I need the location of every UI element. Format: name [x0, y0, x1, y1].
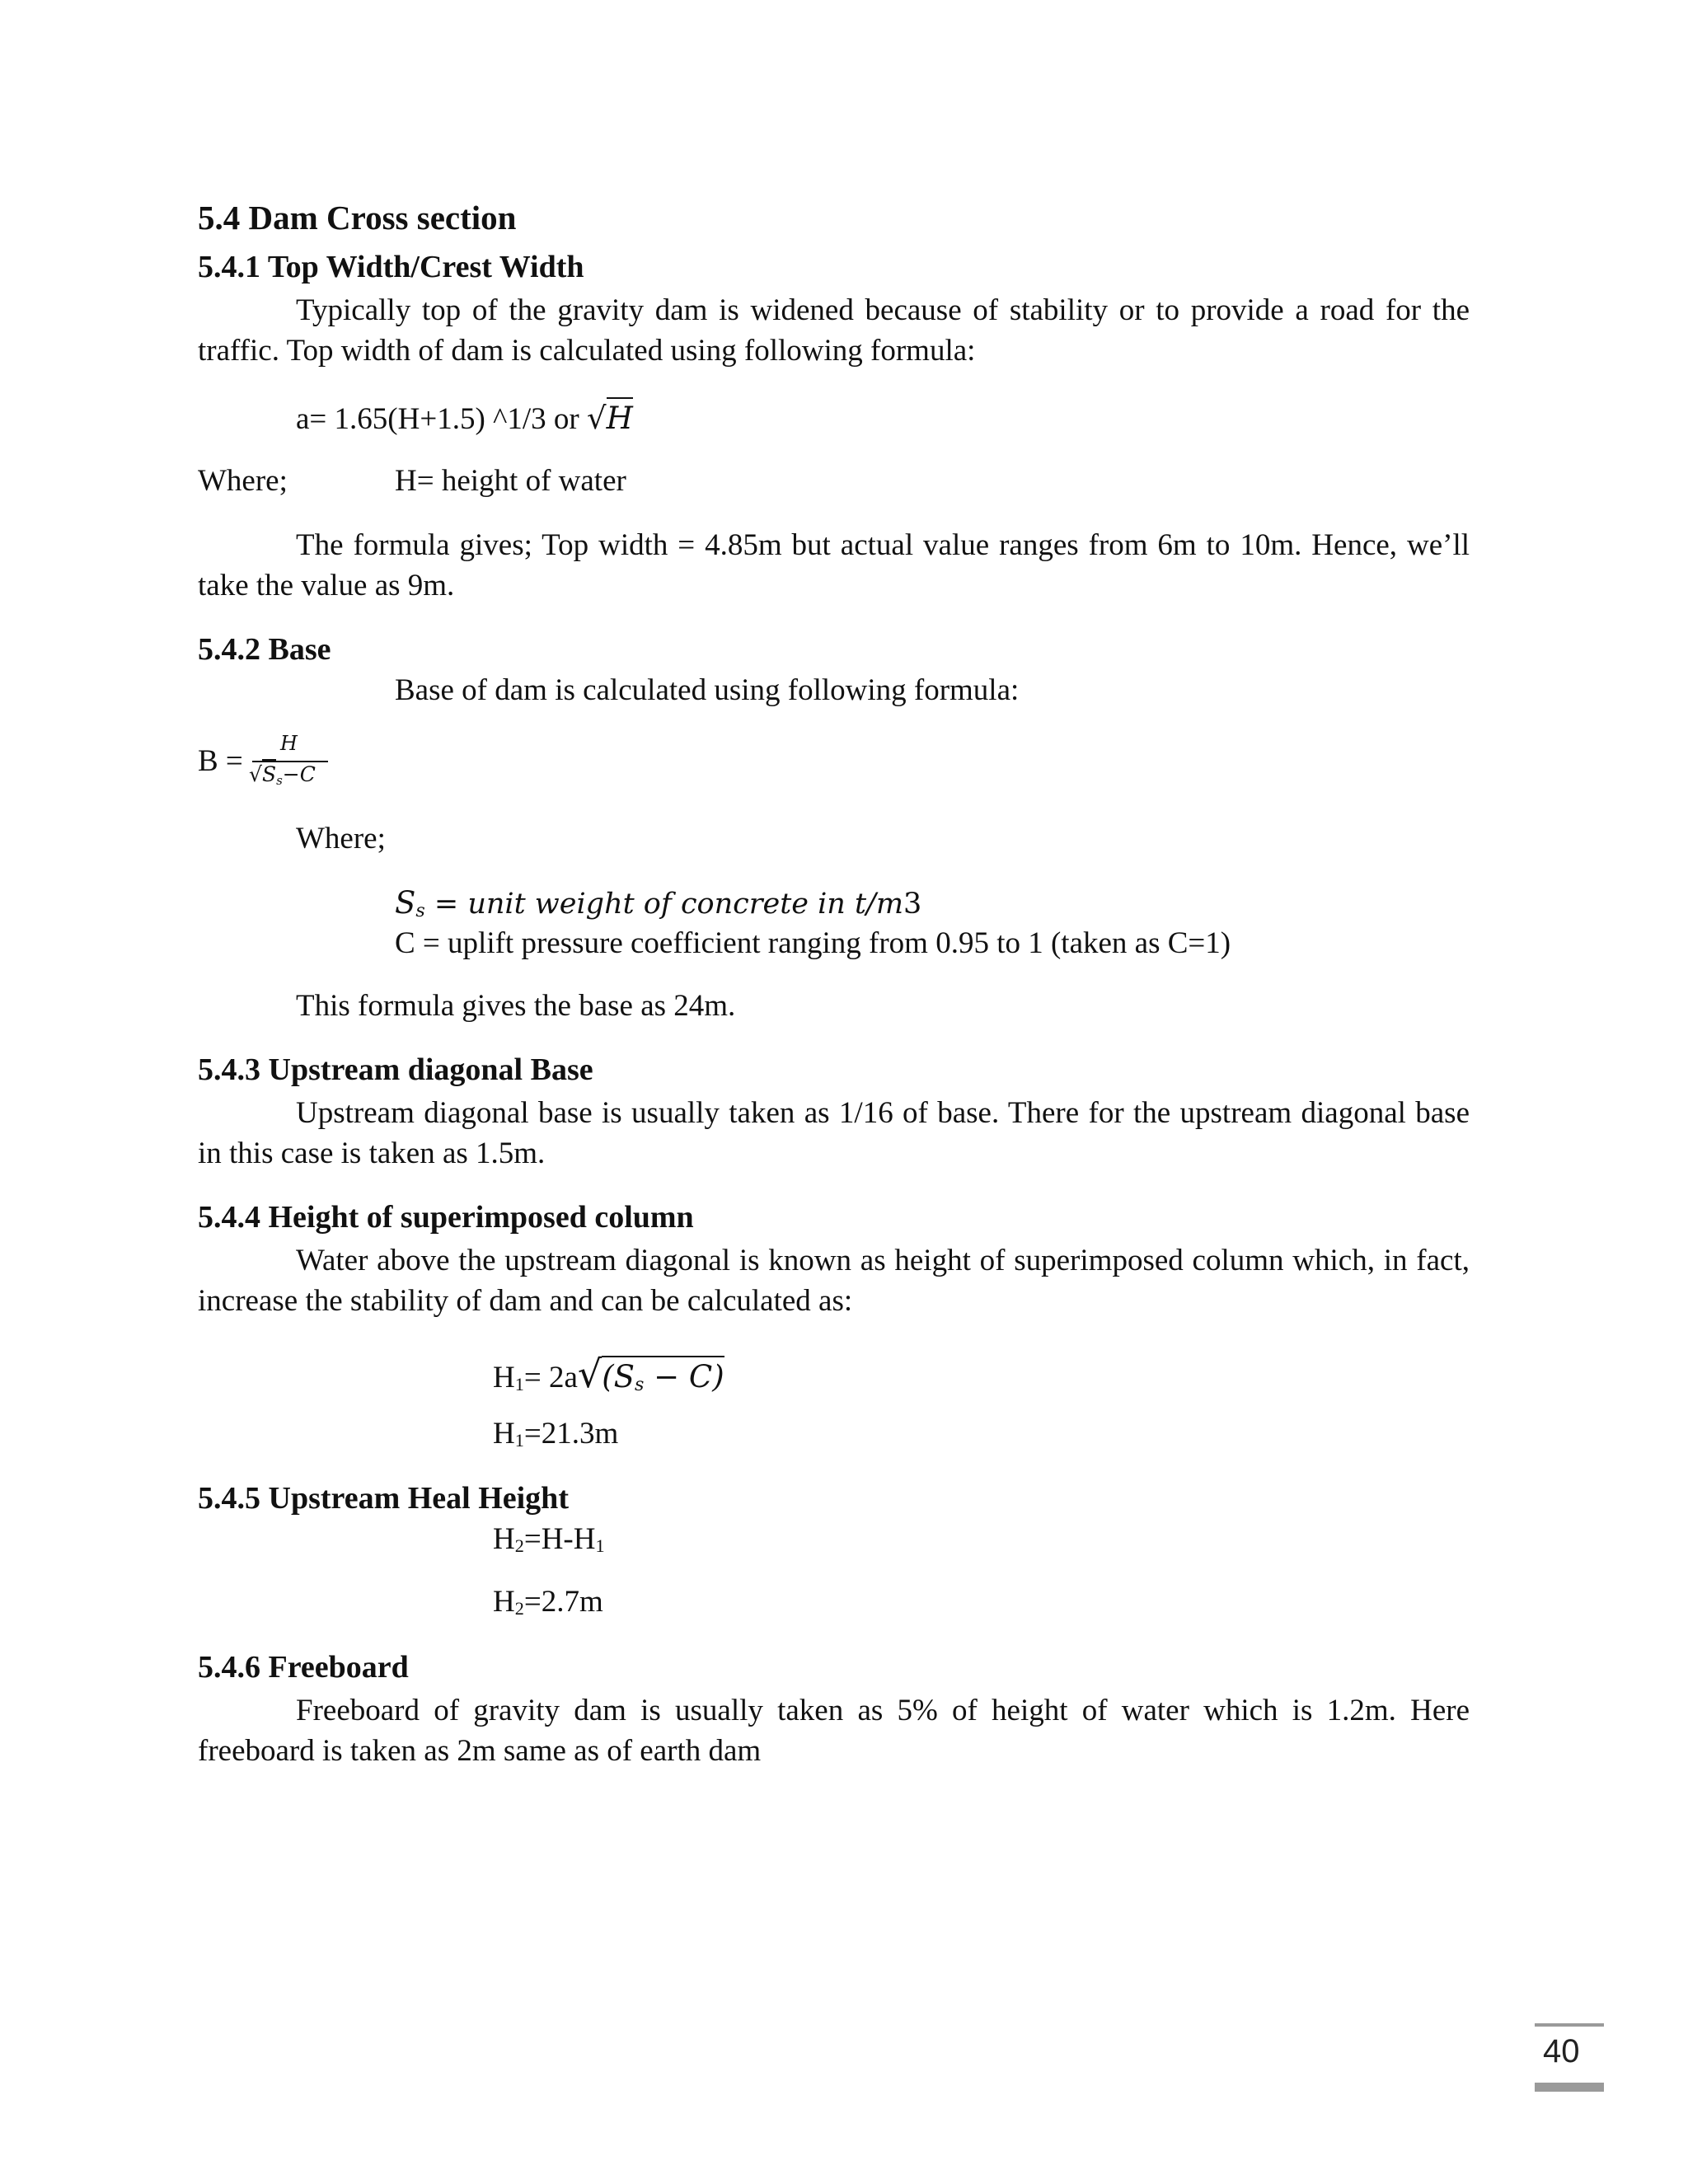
paragraph-top-width-intro: Typically top of the gravity dam is widened because of stability or to provide a road for the traffic. Top width of dam is calculated using following formula: [198, 293, 1470, 368]
formula-h2-value [493, 1584, 603, 1619]
formula-h1 [493, 1352, 724, 1396]
formula-base-lhs: B = [198, 744, 243, 778]
formula-h1-h: H [493, 1361, 515, 1394]
h2-value-subscript: 2 [514, 1598, 524, 1619]
formula-h1-s-subscript: s [634, 1374, 645, 1395]
section-title: 5.4 Dam Cross section [198, 199, 517, 237]
formula-h1-rest: − C) [644, 1359, 724, 1394]
h2-value-h: H [493, 1585, 515, 1619]
where-label-top-width: Where; [198, 464, 288, 498]
paragraph-base-result: This formula gives the base as 24m. [296, 989, 736, 1023]
sqrt-symbol: √ [586, 401, 607, 436]
formula-h1-open: (S [602, 1359, 635, 1394]
formula-h2-h: H [493, 1522, 515, 1556]
formula-top-width [296, 401, 633, 437]
h1-value-subscript: 1 [514, 1430, 524, 1451]
paragraph-superimposed-column: Water above the upstream diagonal is known as height of superimposed column which, in fact, increase the stability of dam and can be calculated as: [198, 1244, 1470, 1318]
where-label-base: Where; [296, 822, 386, 855]
sqrt-symbol: √ [577, 1352, 603, 1396]
formula-top-width-text: a= 1.65(H+1.5) ^1/3 or [296, 402, 587, 436]
denominator-s: S [262, 759, 276, 786]
paragraph-base-intro: Base of dam is calculated using following formula: [395, 673, 1020, 707]
heading-superimposed-column: 5.4.4 Height of superimposed column [198, 1200, 694, 1235]
def-s-subscript: s [415, 900, 425, 921]
definition-ss [395, 885, 921, 921]
paragraph-freeboard: Freeboard of gravity dam is usually taken as 5% of height of water which is 1.2m. Here freeboard is taken as 2m same as of earth dam [198, 1694, 1470, 1768]
paragraph-upstream-diagonal: Upstream diagonal base is usually taken as 1/16 of base. There for the upstream diagonal base in this case is taken as 1.5m. [198, 1096, 1470, 1170]
formula-h2 [493, 1521, 605, 1557]
heading-upstream-diagonal: 5.4.3 Upstream diagonal Base [198, 1052, 593, 1087]
fraction-denominator [249, 762, 316, 786]
heading-upstream-heel: 5.4.5 Upstream Heal Height [198, 1481, 569, 1516]
formula-h1-mid: = 2a [523, 1361, 578, 1394]
paragraph-top-width-result: The formula gives; Top width = 4.85m but actual value ranges from 6m to 10m. Hence, we’ll take the value as 9m. [198, 528, 1470, 602]
h2-value-rest: =2.7m [523, 1585, 603, 1619]
page-number: 40 [1543, 2033, 1580, 2069]
h1-value-h: H [493, 1417, 515, 1451]
denominator-s-subscript: s [276, 773, 283, 788]
formula-h1-subscript: 1 [514, 1374, 524, 1394]
def-ss-tail: 3 [903, 888, 922, 921]
formula-h1-radicand [602, 1356, 724, 1394]
page-number-rule-bottom [1535, 2083, 1604, 2092]
page-number-rule-top [1535, 2023, 1604, 2027]
denominator-rest: −C [282, 762, 316, 786]
where-definition-h: H= height of water [395, 464, 626, 498]
def-s: S [395, 885, 416, 921]
heading-top-width: 5.4.1 Top Width/Crest Width [198, 250, 584, 284]
formula-top-width-var: H [607, 397, 633, 436]
formula-h2-mid: =H-H [523, 1522, 596, 1556]
def-ss-text: = unit weight of concrete in t/m [424, 888, 904, 921]
formula-h2-subscript-2: 1 [595, 1535, 605, 1556]
formula-h2-subscript: 2 [514, 1535, 524, 1556]
fraction-numerator: H [280, 732, 298, 755]
formula-h1-value [493, 1416, 618, 1451]
sqrt-symbol: √ [249, 762, 262, 786]
definition-c: C = uplift pressure coefficient ranging from 0.95 to 1 (taken as C=1) [395, 926, 1231, 960]
heading-base: 5.4.2 Base [198, 632, 331, 667]
h1-value-rest: =21.3m [523, 1417, 619, 1451]
heading-freeboard: 5.4.6 Freeboard [198, 1650, 409, 1685]
